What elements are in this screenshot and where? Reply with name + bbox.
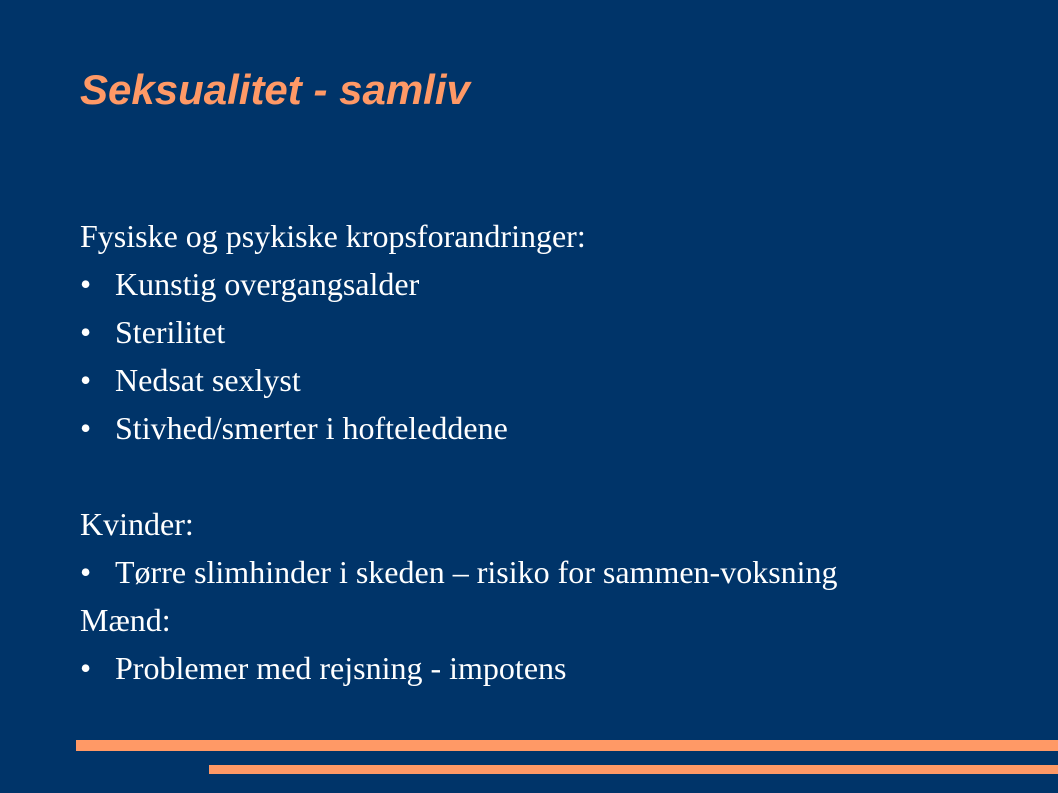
list-item-text: Sterilitet	[115, 314, 226, 350]
slide-body	[80, 212, 1040, 692]
list-item-text: Nedsat sexlyst	[115, 362, 301, 398]
list-item-text: Problemer med rejsning - impotens	[115, 650, 567, 686]
bullet-icon: •	[80, 314, 92, 350]
bullet-icon: •	[80, 554, 92, 590]
list-item	[80, 260, 1040, 308]
accent-bar-top	[76, 740, 1058, 751]
section-heading-body-changes: Fysiske og psykiske kropsforandringer:	[80, 218, 586, 254]
bullet-icon: •	[80, 362, 92, 398]
bullet-icon: •	[80, 650, 92, 686]
list-item	[80, 404, 1040, 452]
list-item-text: Stivhed/smerter i hofteleddene	[115, 410, 508, 446]
list-item-text: Kunstig overgangsalder	[115, 266, 420, 302]
list-item	[80, 548, 1040, 596]
list-item	[80, 644, 1040, 692]
list-item-text: Tørre slimhinder i skeden – risiko for sammen-voksning	[115, 554, 838, 590]
accent-bar-bottom	[209, 765, 1058, 774]
bullet-icon: •	[80, 266, 92, 302]
spacer	[80, 452, 1040, 500]
section-heading-men: Mænd:	[80, 602, 171, 638]
list-item	[80, 356, 1040, 404]
section-heading-women: Kvinder:	[80, 506, 194, 542]
slide-title: Seksualitet - samliv	[80, 66, 470, 113]
list-item	[80, 308, 1040, 356]
bullet-icon: •	[80, 410, 92, 446]
